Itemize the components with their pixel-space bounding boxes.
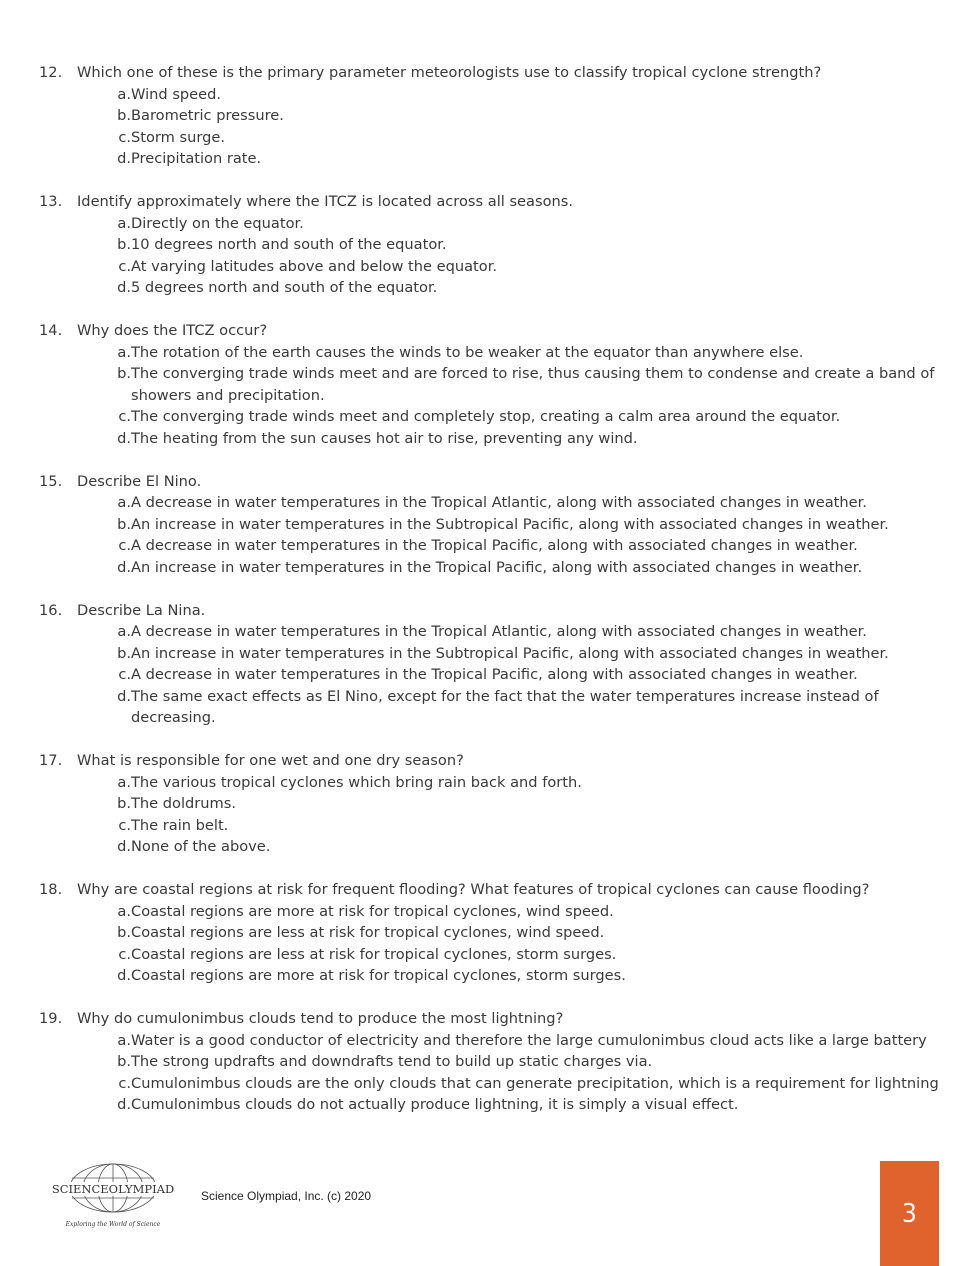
option-text: At varying latitudes above and below the equator. xyxy=(131,257,497,275)
answer-option xyxy=(39,1030,939,1052)
question-text: Why do cumulonimbus clouds tend to produce the most lightning? xyxy=(77,1010,564,1027)
option-text: An increase in water temperatures in the Subtropical Pacific, along with associated changes in weather. xyxy=(131,515,889,533)
answer-option xyxy=(39,514,939,536)
answer-options xyxy=(39,84,939,170)
question-text: Why does the ITCZ occur? xyxy=(77,322,268,339)
answer-option xyxy=(39,664,939,686)
question-text: Describe El Nino. xyxy=(77,472,202,490)
option-letter: c. xyxy=(118,537,131,554)
option-text: 10 degrees north and south of the equator. xyxy=(131,236,447,253)
option-text: An increase in water temperatures in the Subtropical Pacific, along with associated changes in weather. xyxy=(131,644,889,662)
answer-option xyxy=(39,535,939,557)
logo-wordmark: SCIENCEOLYMPIAD xyxy=(52,1182,174,1196)
option-letter: d. xyxy=(117,838,131,855)
option-text: Coastal regions are less at risk for tropical cyclones, wind speed. xyxy=(131,924,605,941)
option-text: The rotation of the earth causes the winds to be weaker at the equator than anywhere else. xyxy=(131,343,804,361)
answer-option xyxy=(39,127,939,149)
option-letter: a. xyxy=(117,1031,131,1049)
answer-options xyxy=(39,621,939,729)
question-list xyxy=(39,62,939,1137)
question-item xyxy=(39,600,939,729)
option-text: The converging trade winds meet and completely stop, creating a calm area around the equator. xyxy=(131,408,841,425)
option-text: An increase in water temperatures in the Tropical Pacific, along with associated changes in weather. xyxy=(131,558,863,576)
answer-options xyxy=(39,342,939,450)
answer-option xyxy=(39,815,939,837)
question-line xyxy=(39,879,939,901)
option-text: Cumulonimbus clouds are the only clouds that can generate precipitation, which is a requirement for lightning xyxy=(131,1074,939,1092)
question-text: Identify approximately where the ITCZ is located across all seasons. xyxy=(77,193,573,210)
option-letter: d. xyxy=(117,279,131,296)
option-letter: b. xyxy=(117,1053,131,1070)
answer-options xyxy=(39,213,939,299)
answer-option xyxy=(39,922,939,944)
option-text: Coastal regions are less at risk for tropical cyclones, storm surges. xyxy=(131,945,617,963)
option-letter: a. xyxy=(117,623,131,640)
option-text: Water is a good conductor of electricity and therefore the large cumulonimbus cloud acts like a large battery xyxy=(131,1031,927,1049)
option-letter: c. xyxy=(118,1074,131,1092)
option-text: The doldrums. xyxy=(131,795,236,812)
question-item xyxy=(39,471,939,579)
option-letter: a. xyxy=(117,214,131,232)
option-letter: d. xyxy=(117,1096,131,1113)
question-line xyxy=(39,191,939,213)
question-number: 19. xyxy=(39,1010,63,1027)
question-line xyxy=(39,1008,939,1030)
option-letter: c. xyxy=(118,408,131,425)
option-text: Storm surge. xyxy=(131,128,225,146)
option-letter: d. xyxy=(117,150,131,167)
answer-option xyxy=(39,772,939,794)
option-letter: b. xyxy=(117,924,131,941)
question-text: What is responsible for one wet and one dry season? xyxy=(77,752,464,769)
page-number-tab xyxy=(880,1161,939,1266)
option-letter: d. xyxy=(117,429,131,447)
copyright-text: Science Olympiad, Inc. (c) 2020 xyxy=(201,1189,372,1203)
option-letter: b. xyxy=(117,365,131,382)
question-text: Describe La Nina. xyxy=(77,601,206,619)
answer-option xyxy=(39,1051,939,1073)
question-line xyxy=(39,62,939,84)
option-letter: b. xyxy=(117,515,131,533)
question-number: 13. xyxy=(39,193,63,210)
question-line xyxy=(39,320,939,342)
option-letter: c. xyxy=(118,816,131,834)
option-letter: c. xyxy=(118,666,131,683)
question-text: Which one of these is the primary parameter meteorologists use to classify tropical cyclone strength? xyxy=(77,64,822,81)
option-text: Wind speed. xyxy=(131,85,222,103)
question-number: 18. xyxy=(39,881,63,898)
answer-option xyxy=(39,836,939,858)
option-text: A decrease in water temperatures in the Tropical Atlantic, along with associated changes in weather. xyxy=(131,623,867,640)
answer-option xyxy=(39,256,939,278)
question-number: 12. xyxy=(39,64,63,81)
option-text: Coastal regions are more at risk for tropical cyclones, storm surges. xyxy=(131,967,626,984)
page-number: 3 xyxy=(902,1198,917,1229)
answer-option xyxy=(39,793,939,815)
option-text: The heating from the sun causes hot air to rise, preventing any wind. xyxy=(131,429,638,447)
answer-option xyxy=(39,342,939,364)
option-text: The rain belt. xyxy=(131,816,229,834)
option-text: Precipitation rate. xyxy=(131,150,262,167)
option-text: A decrease in water temperatures in the Tropical Pacific, along with associated changes in weather. xyxy=(131,537,858,554)
option-text: None of the above. xyxy=(131,838,271,855)
option-text: The same exact effects as El Nino, except for the fact that the water temperatures increase instead of decreasing. xyxy=(131,687,879,726)
answer-option xyxy=(39,213,939,235)
question-number: 16. xyxy=(39,601,63,619)
answer-option xyxy=(39,643,939,665)
answer-option xyxy=(39,1094,939,1116)
answer-option xyxy=(39,363,939,406)
question-item xyxy=(39,62,939,170)
answer-options xyxy=(39,492,939,578)
option-letter: d. xyxy=(117,967,131,984)
option-letter: d. xyxy=(117,558,131,576)
answer-option xyxy=(39,686,939,729)
globe-icon xyxy=(52,1160,174,1232)
answer-option xyxy=(39,406,939,428)
option-letter: c. xyxy=(118,257,131,275)
question-number: 14. xyxy=(39,322,63,339)
option-text: A decrease in water temperatures in the Tropical Pacific, along with associated changes in weather. xyxy=(131,666,858,683)
answer-option xyxy=(39,901,939,923)
answer-option xyxy=(39,944,939,966)
option-text: Barometric pressure. xyxy=(131,107,284,124)
option-letter: c. xyxy=(118,945,131,963)
answer-option xyxy=(39,492,939,514)
option-letter: a. xyxy=(117,343,131,361)
question-item xyxy=(39,1008,939,1116)
answer-option xyxy=(39,1073,939,1095)
question-item xyxy=(39,879,939,987)
question-line xyxy=(39,750,939,772)
question-number: 15. xyxy=(39,472,63,490)
answer-options xyxy=(39,901,939,987)
option-letter: b. xyxy=(117,107,131,124)
question-text: Why are coastal regions at risk for frequent flooding? What features of tropical cyclones can cause flooding? xyxy=(77,881,870,898)
option-text: 5 degrees north and south of the equator. xyxy=(131,279,438,296)
logo-tagline: Exploring the World of Science xyxy=(65,1221,161,1228)
question-item xyxy=(39,750,939,858)
option-text: The converging trade winds meet and are forced to rise, thus causing them to condense and create a band of showers and precipitation. xyxy=(131,365,935,404)
question-item xyxy=(39,191,939,299)
option-letter: a. xyxy=(117,494,131,511)
option-letter: b. xyxy=(117,795,131,812)
option-letter: a. xyxy=(117,773,131,791)
answer-option xyxy=(39,428,939,450)
answer-option xyxy=(39,965,939,987)
answer-option xyxy=(39,105,939,127)
answer-option xyxy=(39,277,939,299)
option-text: Cumulonimbus clouds do not actually produce lightning, it is simply a visual effect. xyxy=(131,1096,739,1113)
option-text: The various tropical cyclones which bring rain back and forth. xyxy=(131,773,582,791)
option-text: The strong updrafts and downdrafts tend to build up static charges via. xyxy=(131,1053,653,1070)
option-letter: d. xyxy=(117,687,131,705)
answer-option xyxy=(39,148,939,170)
answer-option xyxy=(39,84,939,106)
option-text: Coastal regions are more at risk for tropical cyclones, wind speed. xyxy=(131,902,614,920)
question-item xyxy=(39,320,939,449)
answer-option xyxy=(39,621,939,643)
option-letter: a. xyxy=(117,902,131,920)
option-letter: c. xyxy=(118,128,131,146)
option-text: Directly on the equator. xyxy=(131,214,304,232)
option-letter: b. xyxy=(117,644,131,662)
option-letter: b. xyxy=(117,236,131,253)
answer-option xyxy=(39,557,939,579)
science-olympiad-logo xyxy=(52,1160,174,1232)
answer-option xyxy=(39,234,939,256)
option-text: A decrease in water temperatures in the Tropical Atlantic, along with associated changes in weather. xyxy=(131,494,867,511)
answer-options xyxy=(39,1030,939,1116)
option-letter: a. xyxy=(117,85,131,103)
answer-options xyxy=(39,772,939,858)
question-line xyxy=(39,600,939,622)
question-line xyxy=(39,471,939,493)
question-number: 17. xyxy=(39,752,63,769)
